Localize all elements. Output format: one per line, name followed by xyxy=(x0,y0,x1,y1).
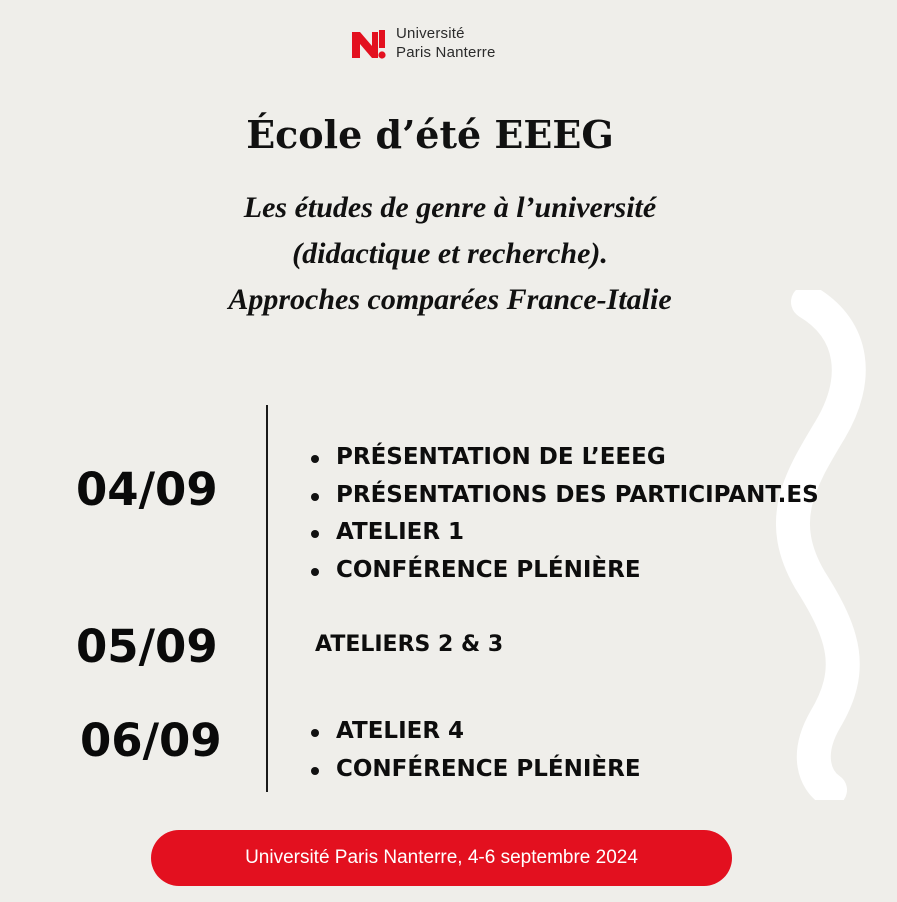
list-item: CONFÉRENCE PLÉNIÈRE xyxy=(308,552,819,590)
university-logo xyxy=(350,24,496,66)
subtitle-line-3: Approches comparées France-Italie xyxy=(228,283,672,316)
date-day-3: 06/09 xyxy=(80,714,222,767)
day-3-list xyxy=(308,713,641,788)
logo-text xyxy=(396,24,496,62)
list-item: CONFÉRENCE PLÉNIÈRE xyxy=(308,751,641,789)
footer-text: Université Paris Nanterre, 4-6 septembre 2024 xyxy=(245,847,638,868)
logo-line-2: Paris Nanterre xyxy=(396,44,496,61)
footer-banner xyxy=(151,830,732,886)
list-item: ATELIER 4 xyxy=(308,713,641,751)
day-2-item: ATELIERS 2 & 3 xyxy=(315,632,504,657)
list-item: PRÉSENTATION DE L’EEEG xyxy=(308,439,819,477)
subtitle-line-2: (didactique et recherche). xyxy=(292,237,608,270)
logo-line-1: Université xyxy=(396,25,465,42)
day-1-list xyxy=(308,439,819,589)
timeline-divider xyxy=(266,405,268,792)
list-item: PRÉSENTATIONS DES PARTICIPANT.ES xyxy=(308,477,819,515)
logo-mark-icon xyxy=(350,24,392,66)
list-item: ATELIER 1 xyxy=(308,514,819,552)
subtitle-line-1: Les études de genre à l’université xyxy=(243,191,657,224)
date-day-1: 04/09 xyxy=(76,463,218,516)
page-title: École d’été EEEG xyxy=(246,112,614,157)
date-day-2: 05/09 xyxy=(76,620,218,673)
